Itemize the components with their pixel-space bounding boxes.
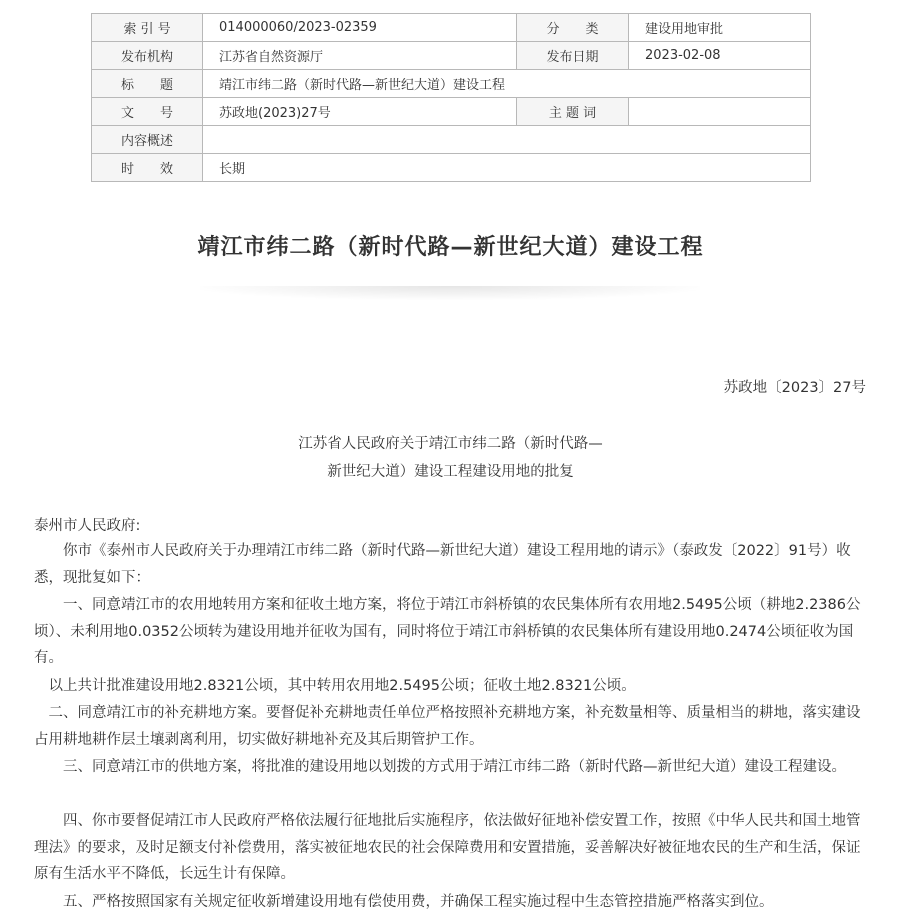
publisher-label: 发布机构 xyxy=(92,42,203,70)
publisher-value: 江苏省自然资源厅 xyxy=(203,42,517,70)
validity-label: 时 效 xyxy=(92,154,203,182)
title-label: 标 题 xyxy=(92,70,203,98)
metadata-table xyxy=(91,13,811,182)
index-label: 索 引 号 xyxy=(92,14,203,42)
reply-title-line1: 江苏省人民政府关于靖江市纬二路（新时代路— xyxy=(298,436,603,452)
date-value: 2023-02-08 xyxy=(629,42,811,70)
table-row xyxy=(92,14,811,42)
summary-label: 内容概述 xyxy=(92,126,203,154)
category-label: 分 类 xyxy=(517,14,629,42)
docno-label: 文 号 xyxy=(92,98,203,126)
table-row xyxy=(92,154,811,182)
date-label: 发布日期 xyxy=(517,42,629,70)
table-row xyxy=(92,70,811,98)
reply-title-line2: 新世纪大道）建设工程建设用地的批复 xyxy=(327,464,574,480)
table-row xyxy=(92,126,811,154)
table-row xyxy=(92,42,811,70)
paragraph-4: 四、你市要督促靖江市人民政府严格依法履行征地批后实施程序，依法做好征地补偿安置工作，按照《中华人民共和国土地管理法》的要求，及时足额支付补偿费用，落实被征地农民的社会保障费用和安置措施，妥善解决好被征地农民的生产和生活，保证原有生活水平不降低，长远生计有保障。 xyxy=(34,813,861,882)
keywords-value xyxy=(629,98,811,126)
index-value: 014000060/2023-02359 xyxy=(203,14,517,42)
salutation: 泰州市人民政府: xyxy=(34,518,141,534)
page-title: 靖江市纬二路（新时代路—新世纪大道）建设工程 xyxy=(197,235,704,260)
docno-value: 苏政地(2023)27号 xyxy=(203,98,517,126)
paragraph-3: 三、同意靖江市的供地方案，将批准的建设用地以划拨的方式用于靖江市纬二路（新时代路—新世纪大道）建设工程建设。 xyxy=(34,759,846,775)
summary-value xyxy=(203,126,811,154)
paragraph-2: 二、同意靖江市的补充耕地方案。要督促补充耕地责任单位严格按照补充耕地方案，补充数量相等、质量相当的耕地，落实建设占用耕地耕作层土壤剥离利用，切实做好耕地补充及其后期管护工作。 xyxy=(34,705,861,748)
paragraph-5: 五、严格按照国家有关规定征收新增建设用地有偿使用费，并确保工程实施过程中生态管控措施严格落实到位。 xyxy=(34,894,774,910)
paragraph-intro: 你市《泰州市人民政府关于办理靖江市纬二路（新时代路—新世纪大道）建设工程用地的请示》（泰政发〔2022〕91号）收悉，现批复如下： xyxy=(34,543,851,586)
paragraph-1-summary: 以上共计批准建设用地2.8321公顷，其中转用农用地2.5495公顷；征收土地2.8321公顷。 xyxy=(34,678,636,694)
paragraph-1: 一、同意靖江市的农用地转用方案和征收土地方案，将位于靖江市斜桥镇的农民集体所有农用地2.5495公顷（耕地2.2386公顷）、未利用地0.0352公顷转为建设用地并征收为国有，同时将位于靖江市斜桥镇的农民集体所有建设用地0.2474公顷征收为国有。 xyxy=(34,597,861,666)
category-value: 建设用地审批 xyxy=(629,14,811,42)
keywords-label: 主 题 词 xyxy=(517,98,629,126)
validity-value: 长期 xyxy=(203,154,811,182)
title-value: 靖江市纬二路（新时代路—新世纪大道）建设工程 xyxy=(203,70,811,98)
table-row xyxy=(92,98,811,126)
title-divider xyxy=(200,286,700,300)
document-number: 苏政地〔2023〕27号 xyxy=(723,380,866,396)
